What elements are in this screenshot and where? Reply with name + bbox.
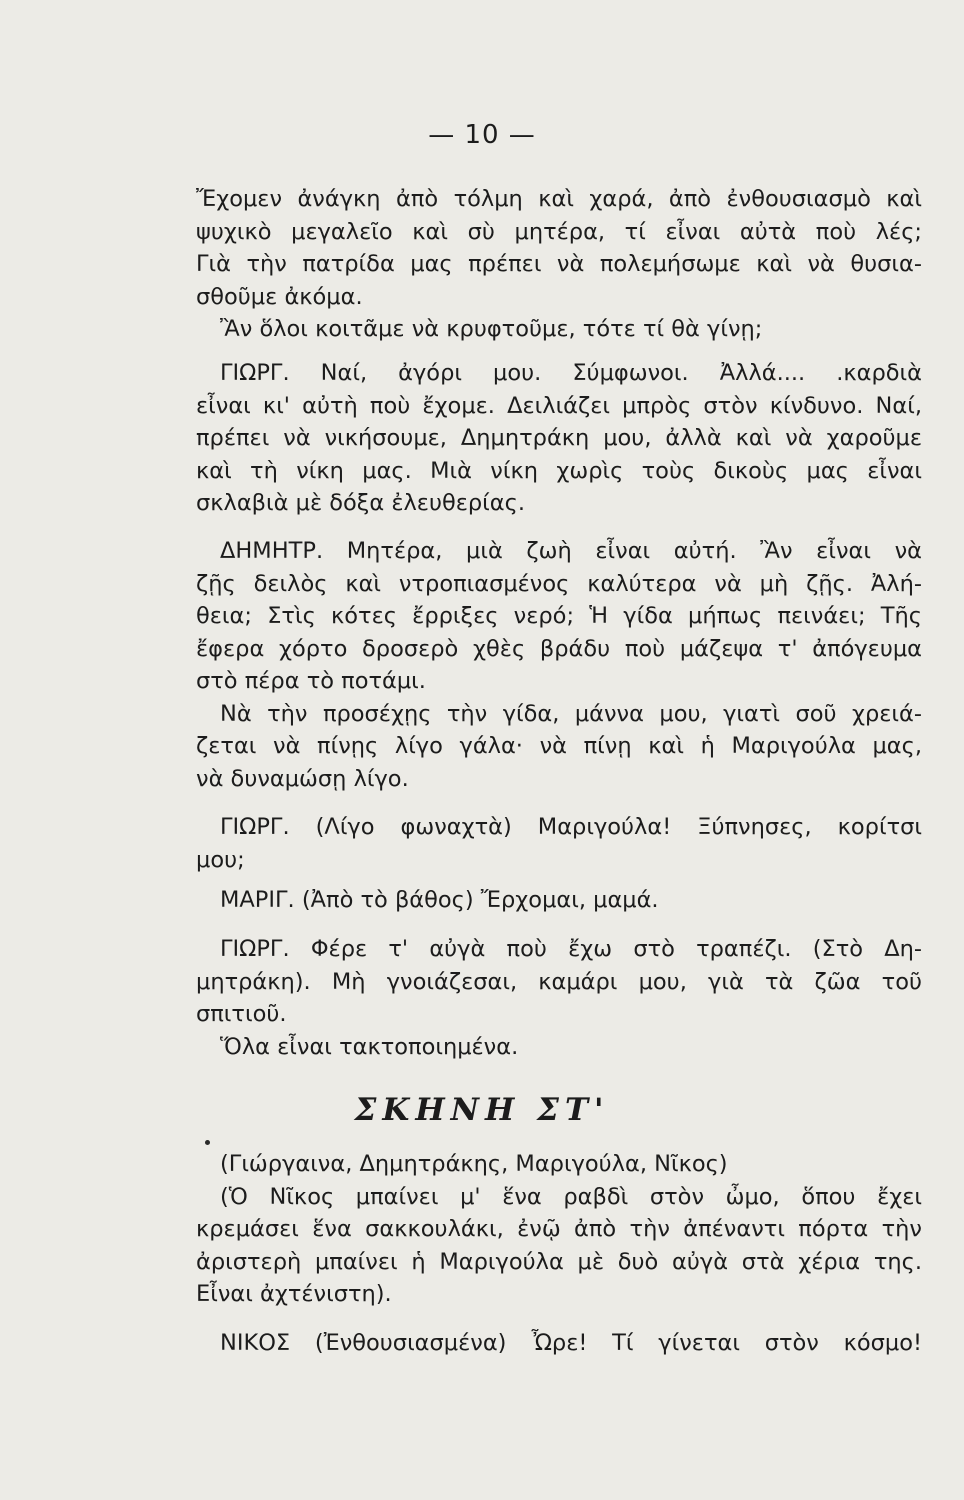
text-line: Εἶναι ἀχτένιστη).: [196, 1281, 392, 1307]
text-line: Ὅλα εἶναι τακτοποιημένα.: [220, 1033, 519, 1060]
stage-directions: [196, 1148, 922, 1311]
paragraph-giorg-reply: [196, 357, 922, 520]
text-line: πρέπει νὰ νικήσουμε, Δημητράκη μου, ἀλλὰ καὶ νὰ χαροῦμε: [196, 425, 922, 451]
text-line: σκλαβιὰ μὲ δόξα ἐλευθερίας.: [196, 490, 525, 516]
paragraph-dimitrakis-speech: [196, 183, 922, 346]
ink-dot: [205, 1140, 210, 1145]
scene-heading: ΣΚΗΝΗ ΣΤ': [354, 1092, 610, 1128]
text-line: ψυχικὸ μεγαλεῖο καὶ σὺ μητέρα, τί εἶναι αὐτὰ ποὺ λές;: [196, 218, 922, 245]
text-line: μητράκη). Μὴ γνοιάζεσαι, καμάρι μου, γιὰ τὰ ζῶα τοῦ: [196, 968, 922, 995]
text-line: (Ὁ Νῖκος μπαίνει μ' ἕνα ραβδὶ στὸν ὦμο, ὅπου ἔχει: [220, 1183, 922, 1210]
text-line: καὶ τὴ νίκη μας. Μιὰ νίκη χωρὶς τοὺς δικοὺς μας εἶναι: [196, 457, 922, 484]
page-number: — 10 —: [428, 120, 536, 150]
text-line: ΝΙΚΟΣ (Ἐνθουσιασμένα) Ὦρε! Τί γίνεται στὸν κόσμο!: [220, 1330, 922, 1356]
text-line: ΜΑΡΙΓ. (Ἀπὸ τὸ βάθος) Ἔρχομαι, μαμά.: [220, 887, 659, 913]
paragraph-nikos-line: [196, 1327, 922, 1360]
text-line: ζῇς δειλὸς καὶ ντροπιασμένος καλύτερα νὰ μὴ ζῇς. Ἀλή-: [196, 570, 922, 597]
text-line: θεια; Στὶς κότες ἔρριξες νερό; Ἡ γίδα μήπως πεινάει; Τῆς: [196, 603, 922, 629]
paragraph-giorg-call: [196, 811, 922, 876]
text-line: ΓΙΩΡΓ. Ναί, ἀγόρι μου. Σύμφωνοι. Ἀλλά.... .καρδιὰ: [220, 360, 922, 386]
text-line: ΓΙΩΡΓ. (Λίγο φωναχτὰ) Μαριγούλα! Ξύπνησες, κορίτσι: [220, 814, 922, 840]
text-line: εἶναι κι' αὐτὴ ποὺ ἔχομε. Δειλιάζει μπρὸς στὸν κίνδυνο. Ναί,: [196, 392, 922, 419]
text-line: Νὰ τὴν προσέχῃς τὴν γίδα, μάννα μου, γιατὶ σοῦ χρειά-: [220, 700, 922, 727]
text-line: στὸ πέρα τὸ ποτάμι.: [196, 668, 426, 694]
text-line: μου;: [196, 846, 245, 873]
text-line: κρεμάσει ἕνα σακκουλάκι, ἐνῷ ἀπὸ τὴν ἀπέναντι πόρτα τὴν: [196, 1216, 922, 1242]
text-line: ΓΙΩΡΓ. Φέρε τ' αὐγὰ ποὺ ἔχω στὸ τραπέζι. (Στὸ Δη-: [220, 936, 922, 962]
text-line: Γιὰ τὴν πατρίδα μας πρέπει νὰ πολεμήσωμε καὶ νὰ θυσια-: [196, 251, 922, 277]
text-line: νὰ δυναμώσῃ λίγο.: [196, 765, 409, 792]
text-line: Ἂν ὅλοι κοιτᾶμε νὰ κρυφτοῦμε, τότε τί θὰ γίνῃ;: [220, 316, 763, 342]
paragraph-marig-reply: [196, 884, 922, 917]
text-line: σπιτιοῦ.: [196, 1001, 287, 1027]
text-line: ΔΗΜΗΤΡ. Μητέρα, μιὰ ζωὴ εἶναι αὐτή. Ἂν εἶναι νὰ: [220, 538, 922, 564]
text-line: Ἔχομεν ἀνάγκη ἀπὸ τόλμη καὶ χαρά, ἀπὸ ἐνθουσιασμὸ καὶ: [196, 186, 922, 212]
text-line: (Γιώργαινα, Δημητράκης, Μαριγούλα, Νῖκος): [220, 1151, 728, 1177]
text-line: ἔφερα χόρτο δροσερὸ χθὲς βράδυ ποὺ μάζεψα τ' ἀπόγευμα: [196, 635, 922, 662]
text-line: σθοῦμε ἀκόμα.: [196, 283, 363, 310]
paragraph-giorg-eggs: [196, 933, 922, 1063]
text-line: ἀριστερὴ μπαίνει ἡ Μαριγούλα μὲ δυὸ αὐγὰ στὰ χέρια της.: [196, 1248, 922, 1275]
paragraph-dimitr-reply: [196, 535, 922, 795]
text-line: ζεται νὰ πίνῃς λίγο γάλα· νὰ πίνῃ καὶ ἡ Μαριγούλα μας,: [196, 733, 922, 759]
